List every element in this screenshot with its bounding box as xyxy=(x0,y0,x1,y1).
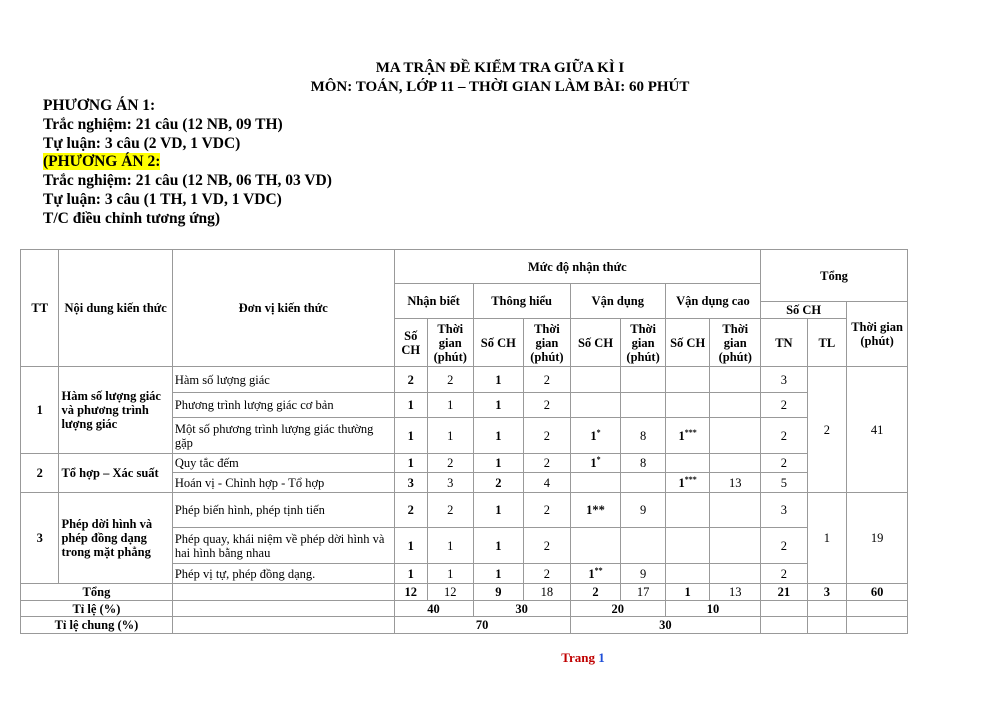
application-count xyxy=(570,564,621,584)
multiple-choice-count: 3 xyxy=(761,493,808,528)
option1-essay: Tự luận: 3 câu (2 VD, 1 VDC) xyxy=(43,134,241,152)
header-question-count: Số CH xyxy=(665,319,710,367)
multiple-choice-count: 2 xyxy=(761,528,808,564)
ratio-common-blank xyxy=(807,617,846,634)
option1-heading: PHƯƠNG ÁN 1: xyxy=(43,97,156,114)
totals-understanding-time: 18 xyxy=(524,584,571,601)
application-count: 1** xyxy=(570,493,621,528)
totals-recognition-time: 12 xyxy=(427,584,473,601)
high-application-count xyxy=(665,528,710,564)
understanding-time: 2 xyxy=(524,454,571,473)
multiple-choice-count: 5 xyxy=(761,473,808,493)
header-tt: TT xyxy=(21,250,59,367)
ratio-blank xyxy=(761,601,808,617)
cell-value: 1 xyxy=(590,428,597,443)
recognition-time: 1 xyxy=(427,528,473,564)
application-time xyxy=(621,473,666,493)
recognition-time: 2 xyxy=(427,493,473,528)
application-time: 9 xyxy=(621,493,666,528)
option1-multiple-choice: Trắc nghiệm: 21 câu (12 NB, 09 TH) xyxy=(43,115,283,133)
ratio-common-blank xyxy=(761,617,808,634)
topic-name: Phép dời hình và phép đồng dạng trong mặt phẳng xyxy=(59,493,172,584)
understanding-count: 1 xyxy=(473,493,524,528)
ratio-application: 20 xyxy=(570,601,665,617)
high-application-time xyxy=(710,393,761,418)
essay-count: 2 xyxy=(807,367,846,493)
totals-time: 60 xyxy=(847,584,908,601)
cell-value: 1 xyxy=(678,475,685,490)
multiple-choice-count: 2 xyxy=(761,393,808,418)
knowledge-unit: Phép biến hình, phép tịnh tiến xyxy=(172,493,394,528)
high-application-count xyxy=(665,473,710,493)
header-content: Nội dung kiến thức xyxy=(59,250,172,367)
understanding-count: 1 xyxy=(473,393,524,418)
topic-number: 3 xyxy=(21,493,59,584)
application-time xyxy=(621,393,666,418)
application-time: 8 xyxy=(621,454,666,473)
application-count xyxy=(570,528,621,564)
understanding-time: 2 xyxy=(524,367,571,393)
understanding-count: 1 xyxy=(473,454,524,473)
ratio-common-unit-blank xyxy=(172,617,394,634)
option2-essay: Tự luận: 3 câu (1 TH, 1 VD, 1 VDC) xyxy=(43,190,282,208)
header-total: Tổng xyxy=(761,250,908,302)
knowledge-unit: Phương trình lượng giác cơ bản xyxy=(172,393,394,418)
recognition-count: 2 xyxy=(394,367,427,393)
ratio-label: Tỉ lệ (%) xyxy=(21,601,173,617)
footnote-mark: * xyxy=(596,454,601,464)
high-application-time xyxy=(710,418,761,454)
application-count xyxy=(570,367,621,393)
recognition-count: 1 xyxy=(394,564,427,584)
option2-multiple-choice: Trắc nghiệm: 21 câu (12 NB, 06 TH, 03 VD) xyxy=(43,172,332,190)
understanding-time: 2 xyxy=(524,393,571,418)
header-question-count-group: Số CH xyxy=(761,302,847,319)
application-count xyxy=(570,418,621,454)
page-word: Trang xyxy=(561,650,595,665)
page-footer xyxy=(0,650,1000,666)
understanding-count: 1 xyxy=(473,564,524,584)
application-time xyxy=(621,367,666,393)
recognition-count: 1 xyxy=(394,528,427,564)
option2-heading: (PHƯƠNG ÁN 2: xyxy=(43,153,161,171)
topic-number: 1 xyxy=(21,367,59,454)
knowledge-unit: Hoán vị - Chỉnh hợp - Tổ hợp xyxy=(172,473,394,493)
recognition-time: 3 xyxy=(427,473,473,493)
recognition-count: 1 xyxy=(394,454,427,473)
footnote-mark: * xyxy=(596,427,601,437)
application-time xyxy=(621,528,666,564)
understanding-count: 1 xyxy=(473,367,524,393)
multiple-choice-count: 2 xyxy=(761,418,808,454)
header-time: Thời gian (phút) xyxy=(524,319,571,367)
high-application-count xyxy=(665,418,710,454)
high-application-time xyxy=(710,367,761,393)
totals-high-application-time: 13 xyxy=(710,584,761,601)
page-number: 1 xyxy=(598,650,605,665)
footnote-mark: *** xyxy=(684,427,697,437)
ratio-common-blank xyxy=(847,617,908,634)
header-essay: TL xyxy=(807,319,846,367)
footnote-mark: *** xyxy=(684,474,697,484)
totals-essay: 3 xyxy=(807,584,846,601)
ratio-understanding: 30 xyxy=(473,601,570,617)
exam-info xyxy=(43,97,332,229)
header-cognitive-level: Mức độ nhận thức xyxy=(394,250,761,284)
knowledge-unit: Quy tắc đếm xyxy=(172,454,394,473)
ratio-common-label: Tỉ lệ chung (%) xyxy=(21,617,173,634)
topic-name: Hàm số lượng giác và phương trình lượng giác xyxy=(59,367,172,454)
header-multiple-choice: TN xyxy=(761,319,808,367)
recognition-time: 2 xyxy=(427,367,473,393)
totals-high-application-count: 1 xyxy=(665,584,710,601)
header-recognition: Nhận biết xyxy=(394,284,473,319)
adjustment-note: T/C điều chỉnh tương ứng) xyxy=(43,209,221,227)
topic-name: Tổ hợp – Xác suất xyxy=(59,454,172,493)
document-title: MA TRẬN ĐỀ KIỂM TRA GIỮA KÌ I xyxy=(375,60,625,76)
high-application-count xyxy=(665,393,710,418)
matrix-table xyxy=(20,249,908,634)
footnote-mark: ** xyxy=(594,565,603,575)
understanding-time: 2 xyxy=(524,564,571,584)
ratio-high-application: 10 xyxy=(665,601,760,617)
totals-application-time: 17 xyxy=(621,584,666,601)
knowledge-unit: Một số phương trình lượng giác thường gặp xyxy=(172,418,394,454)
cell-value: 1 xyxy=(590,456,597,470)
header-time: Thời gian (phút) xyxy=(427,319,473,367)
cell-value: 1 xyxy=(678,428,685,443)
high-application-count xyxy=(665,454,710,473)
header-unit: Đơn vị kiến thức xyxy=(172,250,394,367)
totals-recognition-count: 12 xyxy=(394,584,427,601)
header-time: Thời gian (phút) xyxy=(621,319,666,367)
ratio-unit-blank xyxy=(172,601,394,617)
ratio-blank xyxy=(847,601,908,617)
header-question-count: Số CH xyxy=(394,319,427,367)
total-time: 41 xyxy=(847,367,908,493)
header-total-time: Thời gian (phút) xyxy=(847,302,908,367)
ratio-common-advanced: 30 xyxy=(570,617,760,634)
essay-count: 1 xyxy=(807,493,846,584)
application-count xyxy=(570,393,621,418)
header-understanding: Thông hiểu xyxy=(473,284,570,319)
high-application-count xyxy=(665,493,710,528)
knowledge-unit: Phép vị tự, phép đồng dạng. xyxy=(172,564,394,584)
understanding-count: 1 xyxy=(473,528,524,564)
application-count xyxy=(570,454,621,473)
multiple-choice-count: 2 xyxy=(761,454,808,473)
high-application-count xyxy=(665,367,710,393)
header-application: Vận dụng xyxy=(570,284,665,319)
recognition-count: 1 xyxy=(394,418,427,454)
document-subtitle: MÔN: TOÁN, LỚP 11 – THỜI GIAN LÀM BÀI: 60 PHÚT xyxy=(310,79,690,95)
recognition-count: 1 xyxy=(394,393,427,418)
high-application-time: 13 xyxy=(710,473,761,493)
knowledge-unit: Hàm số lượng giác xyxy=(172,367,394,393)
header-question-count: Số CH xyxy=(570,319,621,367)
header-high-application: Vận dụng cao xyxy=(665,284,760,319)
high-application-time xyxy=(710,454,761,473)
totals-multiple-choice: 21 xyxy=(761,584,808,601)
understanding-time: 4 xyxy=(524,473,571,493)
total-time: 19 xyxy=(847,493,908,584)
multiple-choice-count: 2 xyxy=(761,564,808,584)
high-application-time xyxy=(710,528,761,564)
application-time: 8 xyxy=(621,418,666,454)
high-application-time xyxy=(710,564,761,584)
understanding-count: 2 xyxy=(473,473,524,493)
header-question-count: Số CH xyxy=(473,319,524,367)
cell-value: 1 xyxy=(588,566,595,581)
ratio-blank xyxy=(807,601,846,617)
recognition-count: 3 xyxy=(394,473,427,493)
knowledge-unit: Phép quay, khái niệm về phép dời hình và hai hình bằng nhau xyxy=(172,528,394,564)
high-application-time xyxy=(710,493,761,528)
multiple-choice-count: 3 xyxy=(761,367,808,393)
header-time: Thời gian (phút) xyxy=(710,319,761,367)
recognition-time: 1 xyxy=(427,564,473,584)
ratio-recognition: 40 xyxy=(394,601,473,617)
totals-understanding-count: 9 xyxy=(473,584,524,601)
understanding-time: 2 xyxy=(524,528,571,564)
recognition-time: 1 xyxy=(427,393,473,418)
totals-unit-blank xyxy=(172,584,394,601)
recognition-time: 1 xyxy=(427,418,473,454)
totals-application-count: 2 xyxy=(570,584,621,601)
understanding-count: 1 xyxy=(473,418,524,454)
high-application-count xyxy=(665,564,710,584)
topic-number: 2 xyxy=(21,454,59,493)
recognition-time: 2 xyxy=(427,454,473,473)
recognition-count: 2 xyxy=(394,493,427,528)
understanding-time: 2 xyxy=(524,493,571,528)
application-count xyxy=(570,473,621,493)
understanding-time: 2 xyxy=(524,418,571,454)
application-time: 9 xyxy=(621,564,666,584)
totals-label: Tổng xyxy=(21,584,173,601)
ratio-common-basic: 70 xyxy=(394,617,570,634)
